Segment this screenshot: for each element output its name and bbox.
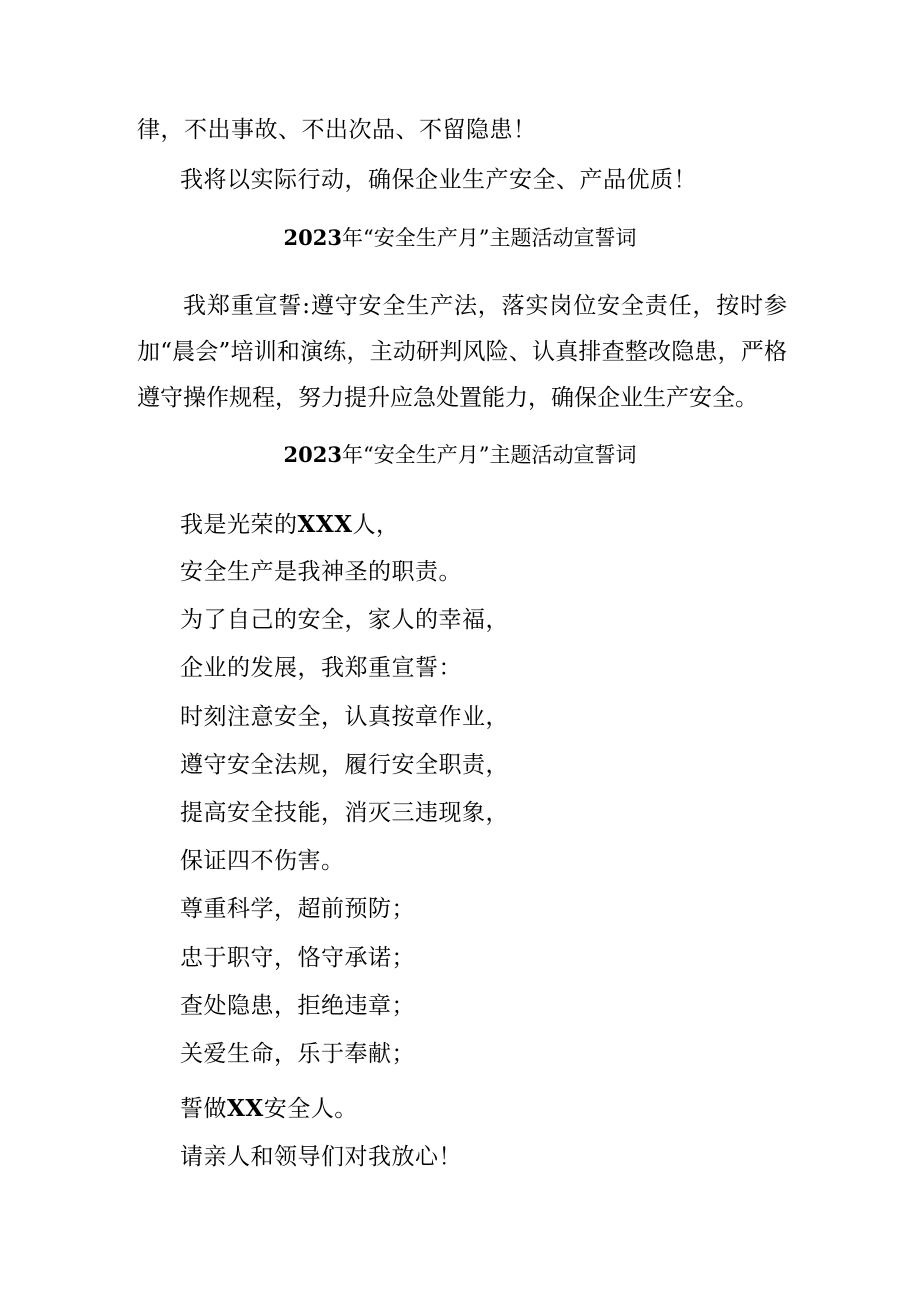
- oath-line-2: 安全生产是我神圣的职责。: [180, 559, 462, 585]
- oath-line-10: 忠于职守，恪守承诺；: [180, 945, 415, 971]
- oath-line-14: 请亲人和领导们对我放心！: [180, 1144, 462, 1170]
- oath-line-8: 保证四不伤害。: [180, 848, 345, 874]
- oath-line-6: 遵守安全法规，履行安全职责，: [180, 752, 509, 778]
- oath-line-12: 关爱生命，乐于奉献；: [180, 1041, 415, 1067]
- section-1-title-text: 年“安全生产月”主题活动宣誓词: [341, 226, 637, 250]
- oath-line-3: 为了自己的安全，家人的幸福，: [180, 607, 509, 633]
- oath-line-11: 查处隐患，拒绝违章；: [180, 993, 415, 1019]
- oath-line-13: 誓做XX安全人。: [180, 1095, 358, 1122]
- intro-line-1: 律，不出事故、不出次品、不留隐患！: [137, 117, 537, 143]
- section-2-title-text: 年“安全生产月”主题活动宣誓词: [341, 443, 637, 467]
- section-1-title: [0, 223, 920, 253]
- section-1-title-year: 2023: [283, 225, 342, 250]
- intro-line-2: 我将以实际行动，确保企业生产安全、产品优质！: [180, 167, 697, 193]
- section-2-title: [0, 440, 920, 470]
- oath-line-7: 提高安全技能，消灭三违现象，: [180, 800, 509, 826]
- oath-line-1: 我是光荣的XXX人，: [180, 511, 400, 538]
- section-2-title-year: 2023: [283, 442, 342, 467]
- oath-line-5: 时刻注意安全，认真按章作业，: [180, 704, 509, 730]
- oath-line-4: 企业的发展，我郑重宣誓：: [180, 655, 462, 681]
- oath-line-9: 尊重科学，超前预防；: [180, 896, 415, 922]
- section-1-body: 我郑重宣誓:遵守安全生产法，落实岗位安全责任，按时参加“晨会”培训和演练，主动研判风险、认真排查整改隐患，严格遵守操作规程，努力提升应急处置能力，确保企业生产安全。: [137, 293, 787, 411]
